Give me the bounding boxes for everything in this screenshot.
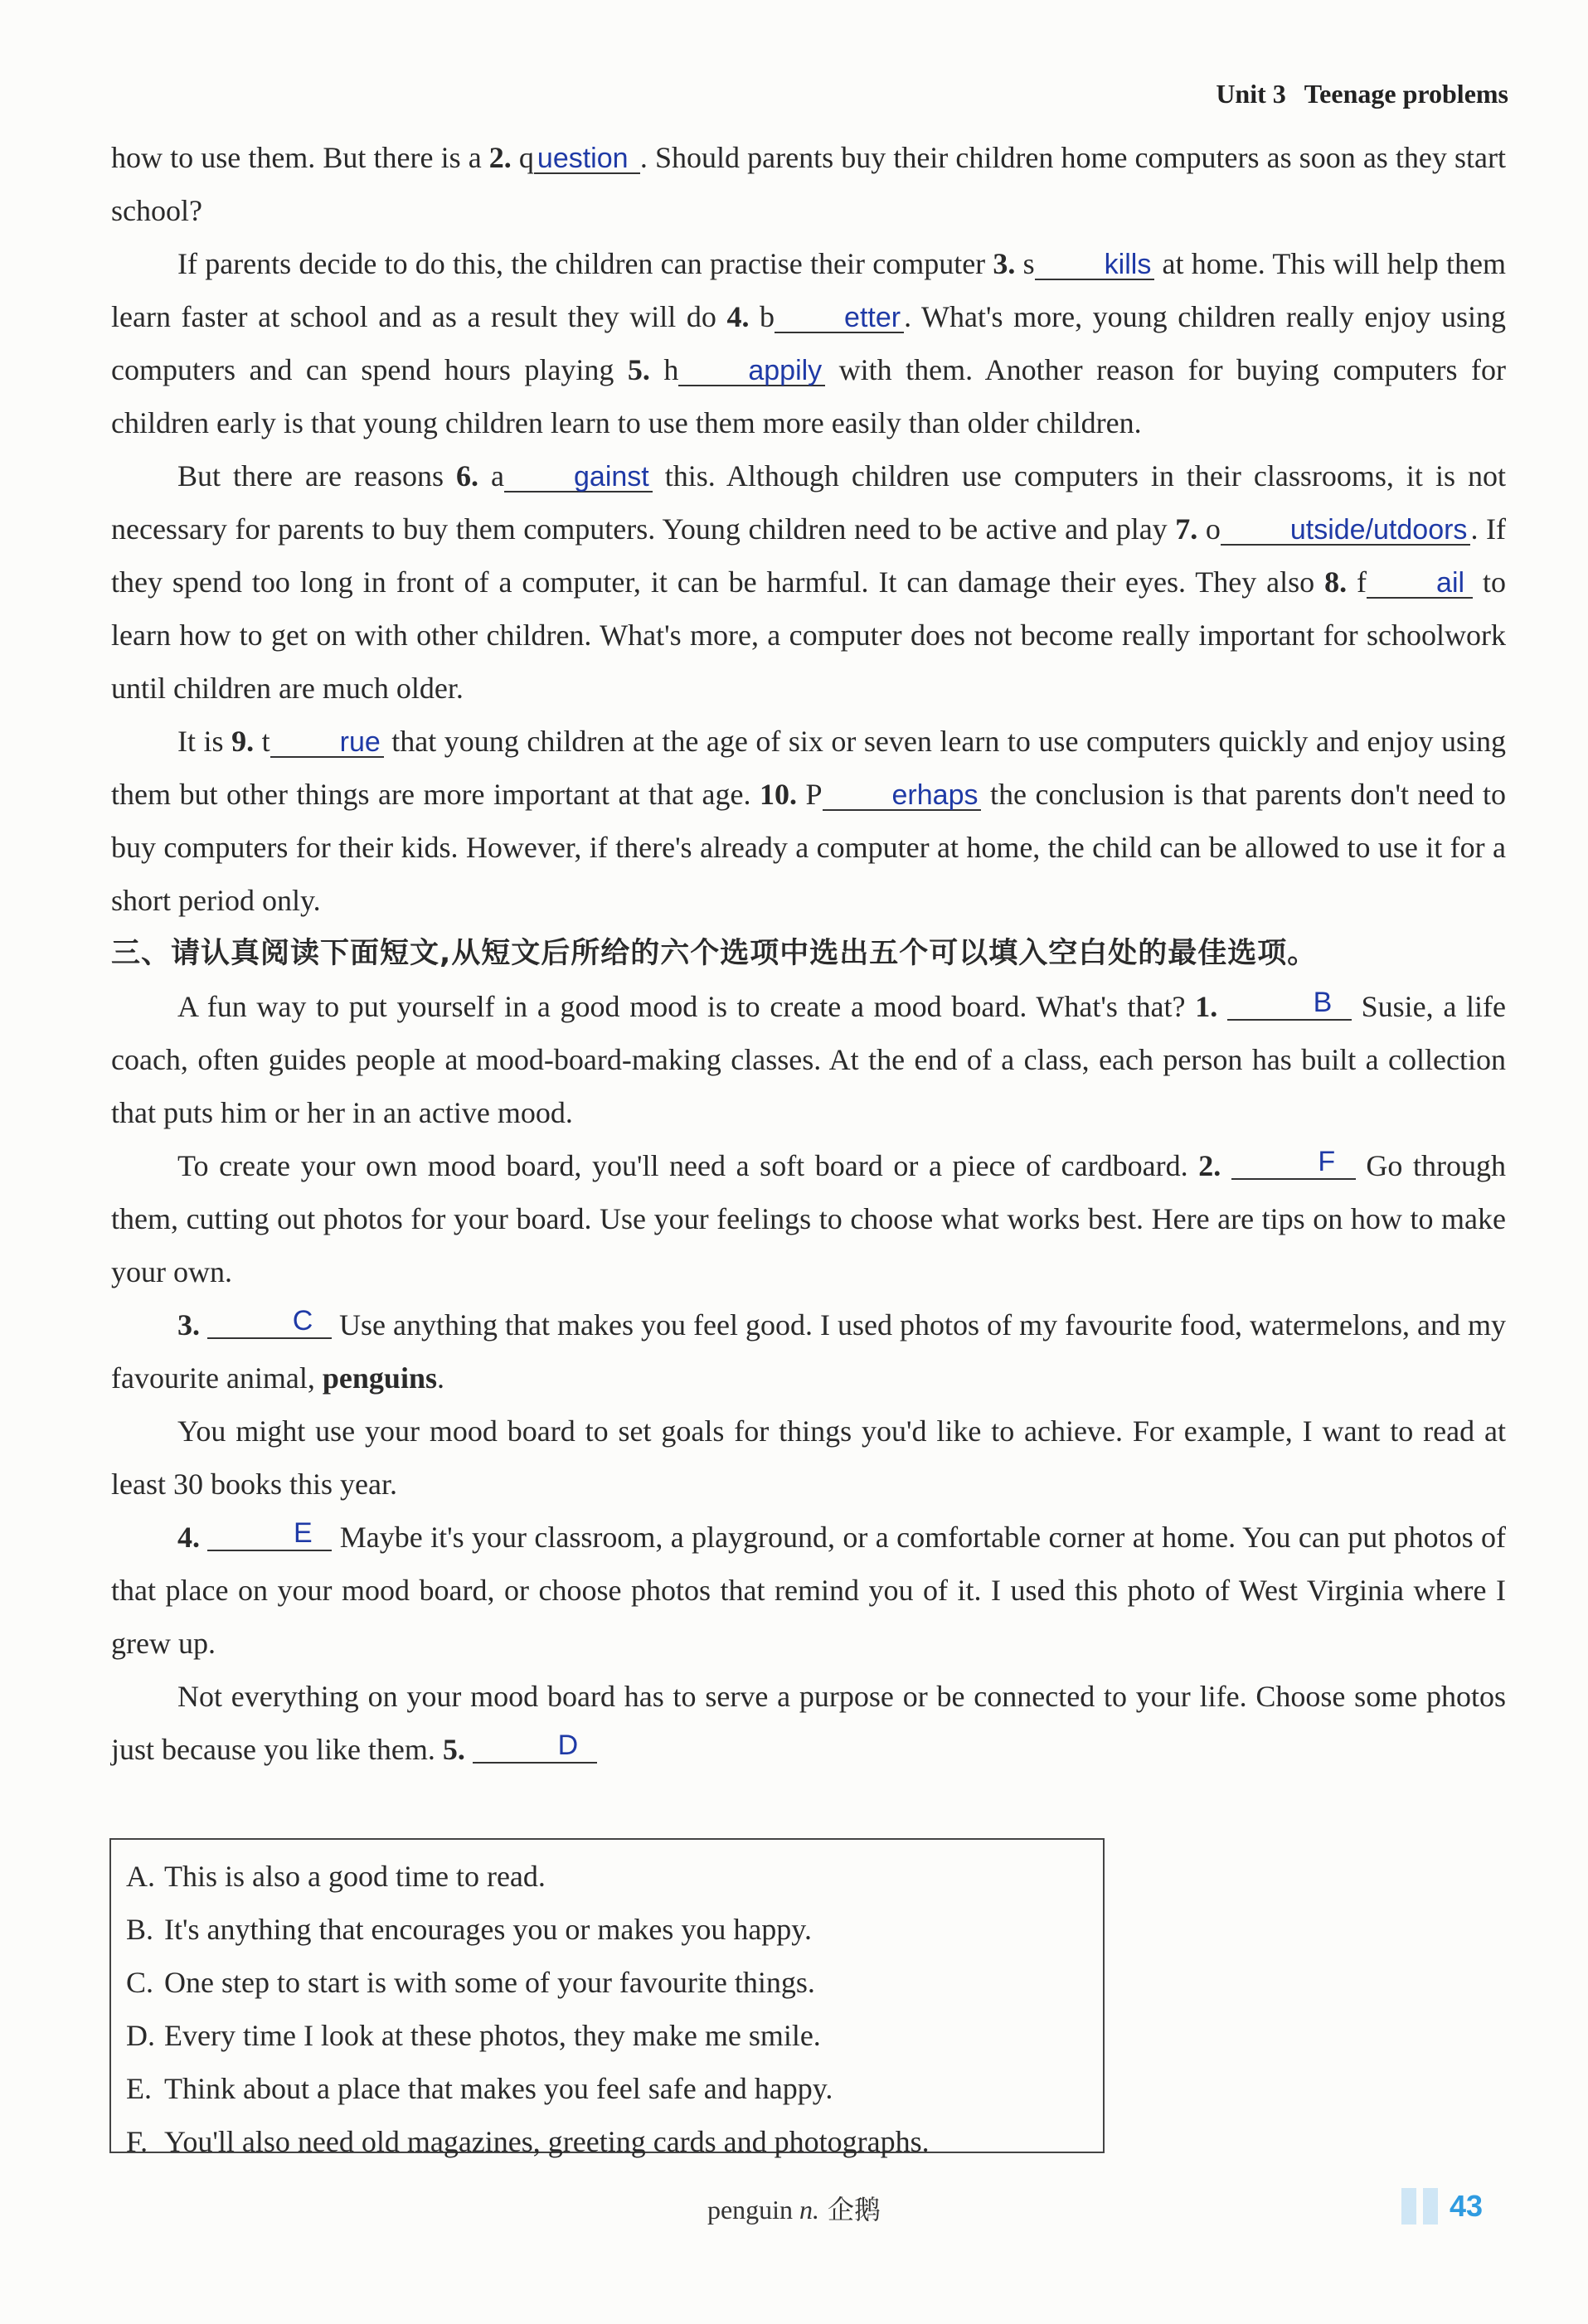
answer-blank-r5[interactable]: D — [473, 1729, 597, 1764]
unit-label: Unit 3 — [1216, 79, 1286, 109]
reading-paragraph-5: 4. E Maybe it's your classroom, a playground, or a comfortable corner at home. You can put photos of that place on your mood board, or choose photos that remind you of it. I used this photo of West Virginia where I grew up. — [111, 1517, 1507, 1660]
footnote-translation: 企鹅 — [828, 2194, 881, 2225]
answer-blank-8[interactable]: ail — [1367, 568, 1473, 599]
footnote-glossary — [0, 2189, 1588, 2227]
footnote-pos: n. — [799, 2195, 820, 2225]
reading-paragraph-4: You might use your mood board to set goals for things you'd like to achieve. For example, I want to read at least 30 books this year. — [111, 1414, 1506, 1501]
answer-blank-r4[interactable]: E — [207, 1516, 332, 1551]
answer-blank-2[interactable]: uestion — [534, 143, 640, 174]
option-item: B. It's anything that encourages you or makes you happy. — [126, 1913, 812, 1946]
answer-blank-r2[interactable]: F — [1231, 1145, 1356, 1180]
page-header — [1216, 79, 1508, 109]
option-item: F. You'll also need old magazines, greeting cards and photographs. — [126, 2125, 930, 2158]
option-item: A. This is also a good time to read. — [126, 1860, 546, 1893]
option-item: C. One step to start is with some of your favourite things. — [126, 1966, 815, 1999]
page-number-tab — [1401, 2187, 1483, 2225]
blank-number: 2. — [488, 141, 512, 174]
reading-paragraph-6: Not everything on your mood board has to serve a purpose or be connected to your life. Choose some photos just because you like them. 5. D — [111, 1680, 1506, 1766]
answer-blank-7[interactable]: utside/utdoors — [1221, 515, 1471, 546]
answer-blank-r1[interactable]: B — [1227, 986, 1352, 1021]
answer-blank-9[interactable]: rue — [270, 727, 384, 758]
cloze-paragraph-3: But there are reasons 6. a gainst this. Although children use computers in their classrooms, it is not necessary for parents to buy them computers. Young children need to be active and play 7. o utside/utdoors . If they spend too long in front of a computer, it can be harmful. It can damage their eyes. They also 8. f ail to learn how to get on with other children. What's more, a computer does not become really important for schoolwork until children are much older. — [111, 459, 1506, 705]
main-content — [111, 131, 1506, 1776]
glossary-word: penguins — [322, 1361, 437, 1395]
decor-bar-icon — [1423, 2188, 1438, 2225]
reading-paragraph-1: A fun way to put yourself in a good mood is to create a mood board. What's that? 1. B Susie, a life coach, often guides people at mood-board-making classes. At the end of a class, each person has built a collection that puts him or her in an active mood. — [111, 987, 1506, 1129]
answer-blank-6[interactable]: gainst — [504, 462, 653, 492]
footnote-word: penguin — [707, 2195, 794, 2225]
cloze-paragraph-4: It is 9. t rue that young children at the age of six or seven learn to use computers quickly and enjoy using them but other things are more important at that age. 10. P erhaps the conclusion is that parents don't need to buy computers for their kids. However, if there's already a computer at home, the child can be allowed to use it for a short period only. — [111, 725, 1506, 917]
answer-blank-10[interactable]: erhaps — [823, 780, 982, 811]
cloze-paragraph-2: If parents decide to do this, the children can practise their computer 3. s kills at home. This will help them learn faster at school and as a result they will do 4. b etter . What's more, young children really enjoy using computers and can spend hours playing 5. h appily with them. Another reason for buying computers for children early is that young children learn to use them more easily than older children. — [111, 247, 1506, 439]
answer-blank-r3[interactable]: C — [207, 1304, 332, 1339]
unit-title: Teenage problems — [1304, 79, 1508, 109]
answer-blank-5[interactable]: appily — [678, 356, 825, 386]
reading-paragraph-2: To create your own mood board, you'll need a soft board or a piece of cardboard. 2. F Go through them, cutting out photos for your board. Use your feelings to choose what works best. Here are tips on how to make your own. — [111, 1146, 1506, 1288]
decor-bar-icon — [1401, 2188, 1416, 2225]
cloze-paragraph-1: how to use them. But there is a 2. q uestion . Should parents buy their children home computers as soon as they start school? — [111, 141, 1506, 227]
answer-blank-4[interactable]: etter — [775, 303, 904, 333]
option-item: D. Every time I look at these photos, they make me smile. — [126, 2019, 821, 2052]
answer-blank-3[interactable]: kills — [1035, 250, 1155, 280]
page-number: 43 — [1450, 2189, 1484, 2223]
reading-paragraph-3: 3. C Use anything that makes you feel good. I used photos of my favourite food, watermelons, and my favourite animal, penguins. — [111, 1305, 1507, 1395]
section-3-title: 三、请认真阅读下面短文,从短文后所给的六个选项中选出五个可以填入空白处的最佳选项。 — [111, 937, 1318, 970]
options-box — [109, 1838, 1105, 2158]
option-item: E. Think about a place that makes you feel safe and happy. — [126, 2072, 833, 2105]
